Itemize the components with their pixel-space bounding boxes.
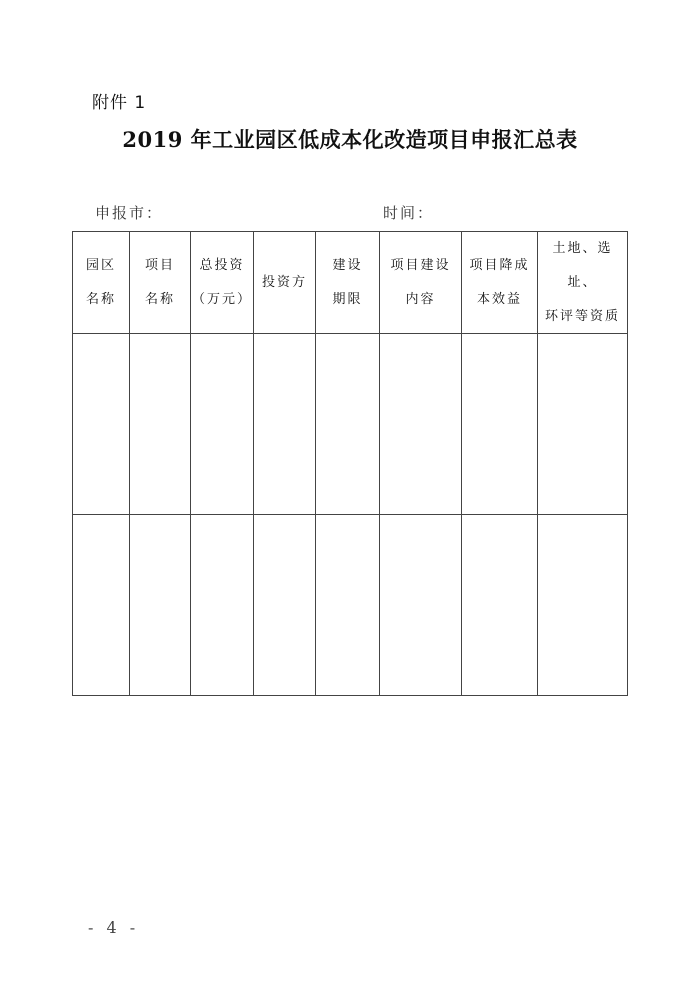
table-cell	[191, 515, 254, 696]
table-cell	[130, 334, 191, 515]
summary-table	[72, 231, 628, 696]
reporting-city-label: 申报市：	[95, 204, 164, 222]
table-cell	[254, 334, 316, 515]
page-number: - 4 -	[88, 918, 140, 937]
header-qualifications: 土地、选址、 环评等资质	[538, 232, 628, 334]
table-cell	[316, 515, 380, 696]
table-row	[73, 334, 628, 515]
table-cell	[538, 515, 628, 696]
header-project-name: 项目 名称	[130, 232, 191, 334]
header-construction-period: 建设 期限	[316, 232, 380, 334]
header-cost-reduction-benefit: 项目降成 本效益	[462, 232, 538, 334]
document-title: 2019 年工业园区低成本化改造项目申报汇总表	[122, 127, 578, 152]
table-cell	[254, 515, 316, 696]
table-cell	[191, 334, 254, 515]
table-header-row	[73, 232, 628, 334]
table-cell	[380, 334, 462, 515]
table-cell	[538, 334, 628, 515]
table-cell	[73, 515, 130, 696]
table-cell	[380, 515, 462, 696]
header-investor: 投资方	[254, 232, 316, 334]
header-total-investment: 总投资 （万元）	[191, 232, 254, 334]
table-row	[73, 515, 628, 696]
time-label: 时间：	[383, 204, 435, 222]
table-cell	[316, 334, 380, 515]
header-construction-content: 项目建设 内容	[380, 232, 462, 334]
table-cell	[462, 515, 538, 696]
attachment-label: 附件 1	[92, 93, 147, 113]
table-cell	[130, 515, 191, 696]
header-park-name: 园区 名称	[73, 232, 130, 334]
table-cell	[73, 334, 130, 515]
table-cell	[462, 334, 538, 515]
